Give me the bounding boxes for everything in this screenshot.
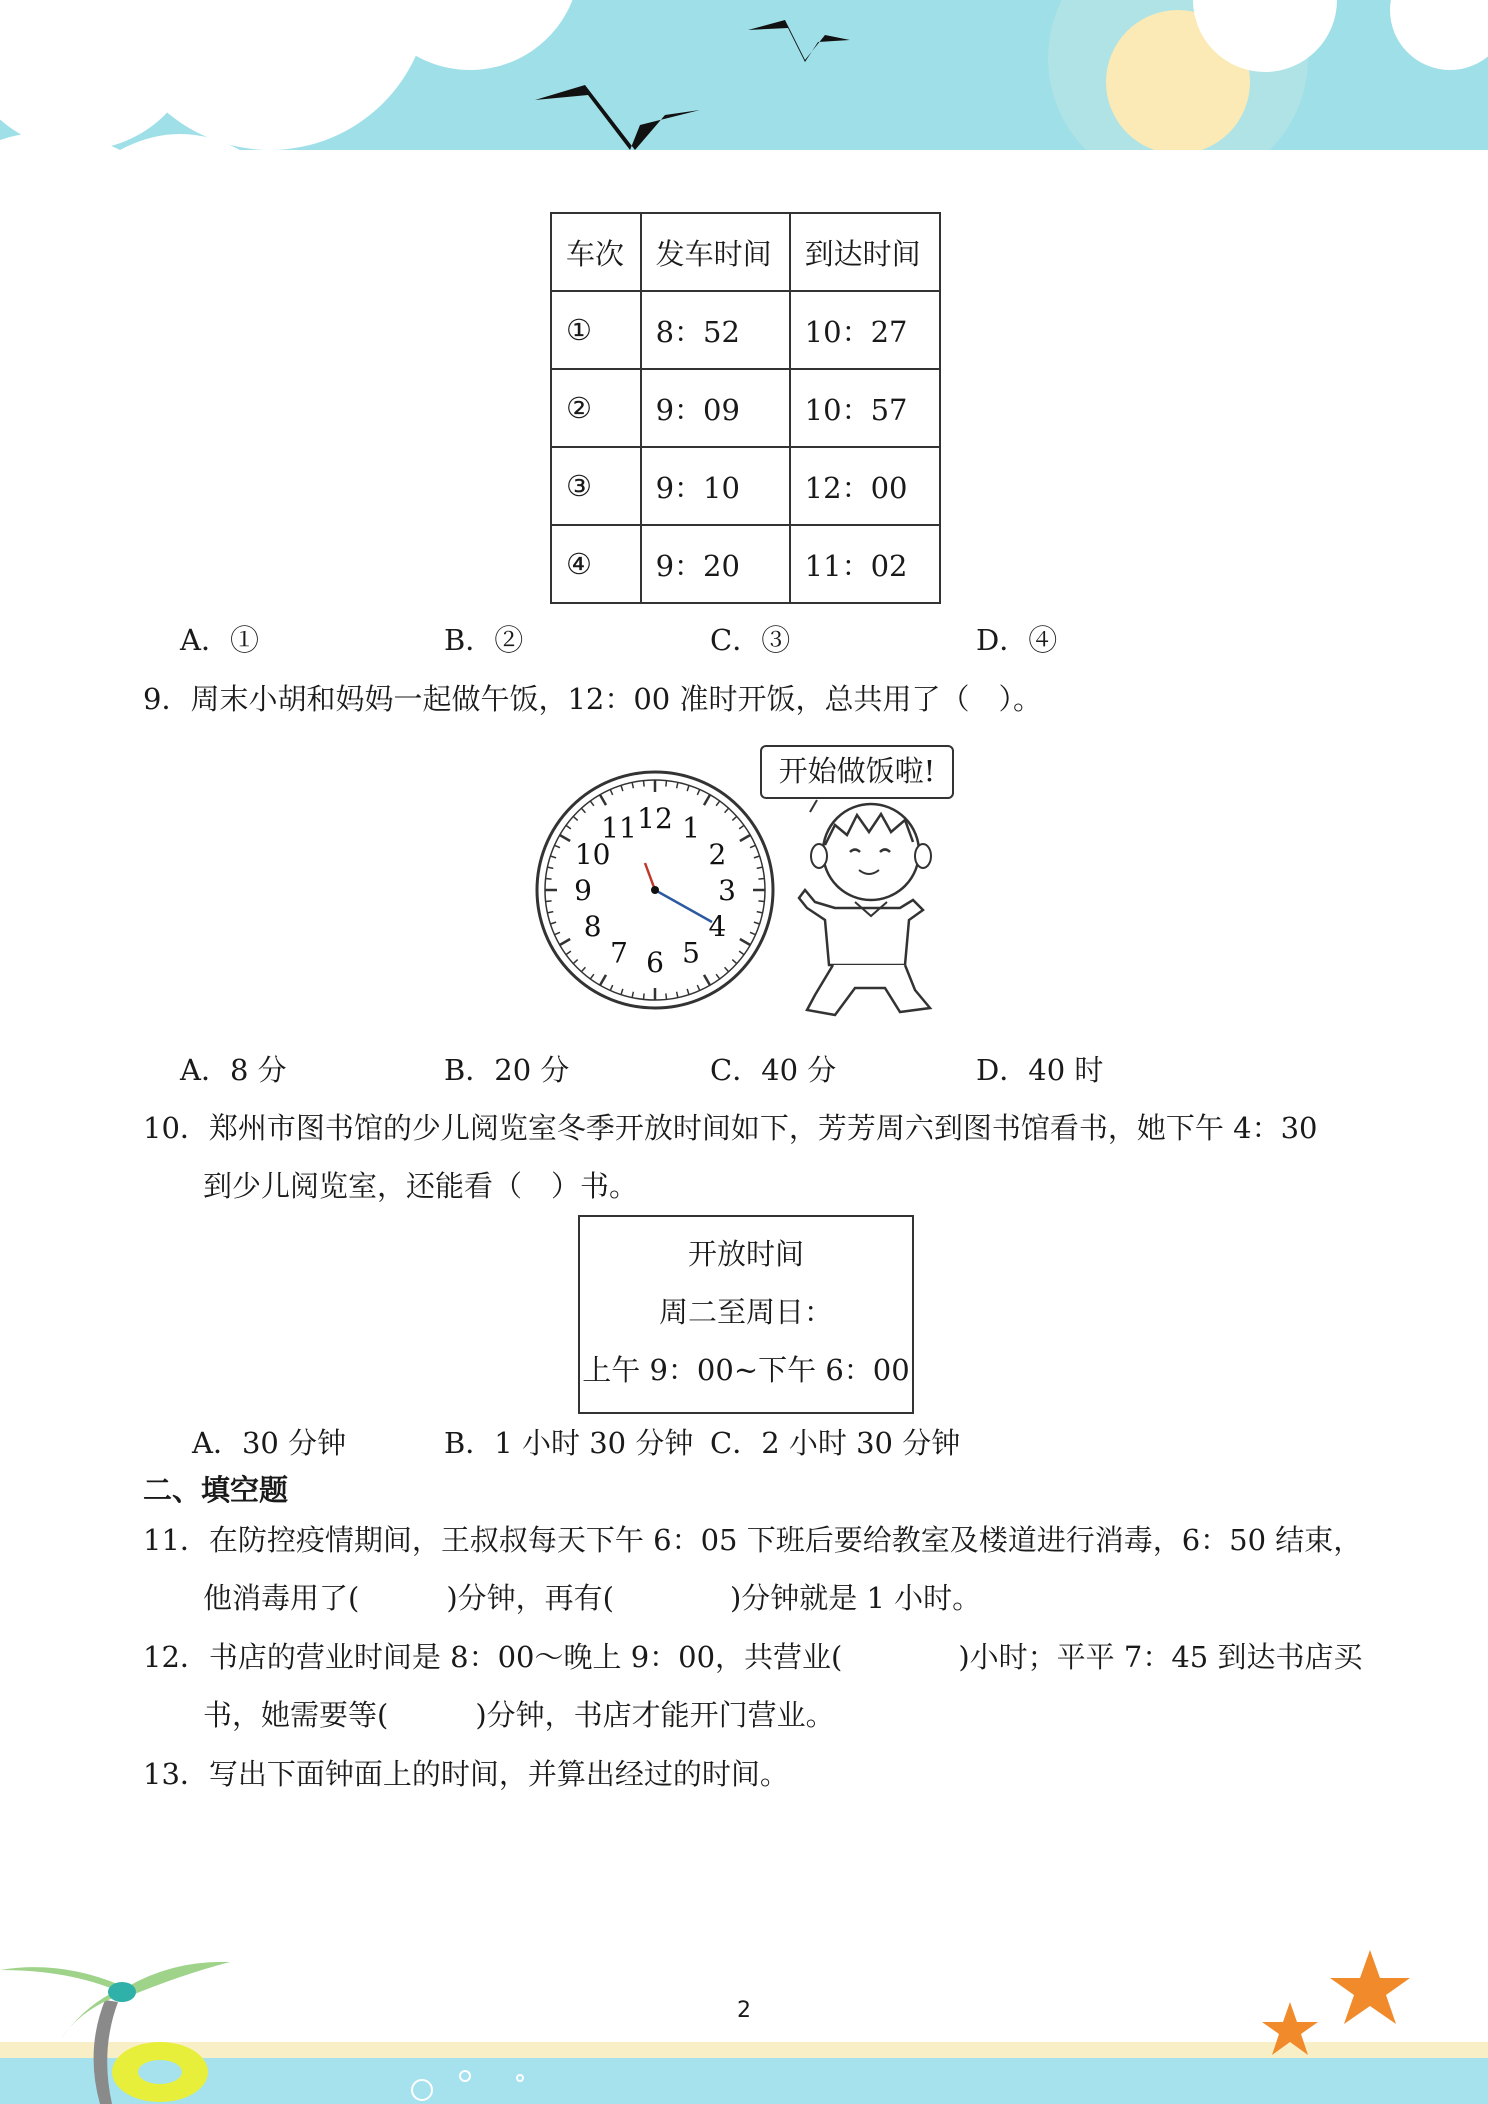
- table-header-cell: 车次: [551, 213, 641, 291]
- clock-illustration: [530, 765, 780, 1015]
- table-row: [551, 447, 940, 525]
- q9-option-b[interactable]: B．20 分: [444, 1053, 570, 1087]
- table-cell: 8：52: [641, 291, 790, 369]
- q8-option-b[interactable]: B．②: [444, 623, 524, 657]
- header-banner: [0, 0, 1488, 170]
- q10-option-a[interactable]: A．30 分钟: [192, 1426, 347, 1460]
- clock-number: 9: [574, 874, 592, 907]
- table-cell: 12：00: [790, 447, 940, 525]
- question-12-line1: 12．书店的营业时间是 8：00～晚上 9：00，共营业( )小时；平平 7：45 到达书店买: [143, 1640, 1363, 1674]
- table-row: [551, 291, 940, 369]
- table-header-row: [551, 213, 940, 291]
- footer-banner: [0, 1930, 1488, 2104]
- opening-hours-box: [578, 1215, 914, 1414]
- table-row: [551, 525, 940, 603]
- clock-number: 2: [708, 838, 727, 871]
- table-cell: 11：02: [790, 525, 940, 603]
- table-header-cell: 发车时间: [641, 213, 790, 291]
- q10-option-b[interactable]: B．1 小时 30 分钟: [444, 1426, 694, 1460]
- hours-title: 开放时间: [687, 1237, 804, 1271]
- train-schedule-table: [550, 212, 941, 604]
- clock-number: 1: [682, 811, 700, 845]
- clock-number: 4: [708, 910, 727, 943]
- page-number: 2: [737, 1998, 751, 2023]
- q8-option-c[interactable]: C．③: [710, 623, 791, 657]
- clock-number: 10: [574, 838, 611, 871]
- hours-range: 上午 9：00~下午 6：00: [582, 1353, 910, 1387]
- clock-number: 5: [682, 936, 700, 970]
- hours-days: 周二至周日：: [658, 1295, 833, 1329]
- clock-number: 11: [601, 811, 637, 845]
- table-cell: 9：10: [641, 447, 790, 525]
- clock-number: 12: [637, 802, 673, 835]
- question-10-line1: 10．郑州市图书馆的少儿阅览室冬季开放时间如下，芳芳周六到图书馆看书，她下午 4：30: [143, 1111, 1318, 1145]
- table-cell: ③: [551, 447, 641, 525]
- question-13: 13．写出下面钟面上的时间，并算出经过的时间。: [143, 1757, 789, 1791]
- starfish-icon: [1262, 1950, 1410, 2055]
- table-cell: 10：57: [790, 369, 940, 447]
- question-10-line2: 到少儿阅览室，还能看（ ）书。: [203, 1169, 639, 1203]
- table-cell: ④: [551, 525, 641, 603]
- clock-number: 3: [718, 874, 736, 907]
- q9-option-d[interactable]: D．40 时: [976, 1053, 1104, 1087]
- table-cell: ②: [551, 369, 641, 447]
- table-cell: ①: [551, 291, 641, 369]
- clock-number: 7: [610, 936, 628, 970]
- table-cell: 9：09: [641, 369, 790, 447]
- q10-option-c[interactable]: C．2 小时 30 分钟: [710, 1426, 961, 1460]
- q8-option-d[interactable]: D．④: [976, 623, 1058, 657]
- q9-option-a[interactable]: A．8 分: [180, 1053, 287, 1087]
- section-heading: 二、填空题: [143, 1473, 289, 1507]
- question-12-line2: 书，她需要等( )分钟，书店才能开门营业。: [203, 1698, 835, 1732]
- clock-number: 6: [646, 946, 664, 979]
- q9-option-c[interactable]: C．40 分: [710, 1053, 837, 1087]
- table-header-cell: 到达时间: [790, 213, 940, 291]
- table-cell: 10：27: [790, 291, 940, 369]
- boy-cartoon: [795, 790, 945, 1030]
- clock-number: 8: [583, 910, 602, 943]
- table-row: [551, 369, 940, 447]
- table-cell: 9：20: [641, 525, 790, 603]
- q8-option-a[interactable]: A．①: [180, 623, 259, 657]
- swim-ring-icon: [112, 2042, 208, 2102]
- question-11-line1: 11．在防控疫情期间，王叔叔每天下午 6：05 下班后要给教室及楼道进行消毒，6：50 结束，: [143, 1523, 1363, 1557]
- question-9: 9．周末小胡和妈妈一起做午饭，12：00 准时开饭，总共用了（ ）。: [143, 682, 1042, 716]
- question-11-line2: 他消毒用了( )分钟，再有( )分钟就是 1 小时。: [203, 1581, 982, 1615]
- speech-text: 开始做饭啦!: [778, 754, 936, 788]
